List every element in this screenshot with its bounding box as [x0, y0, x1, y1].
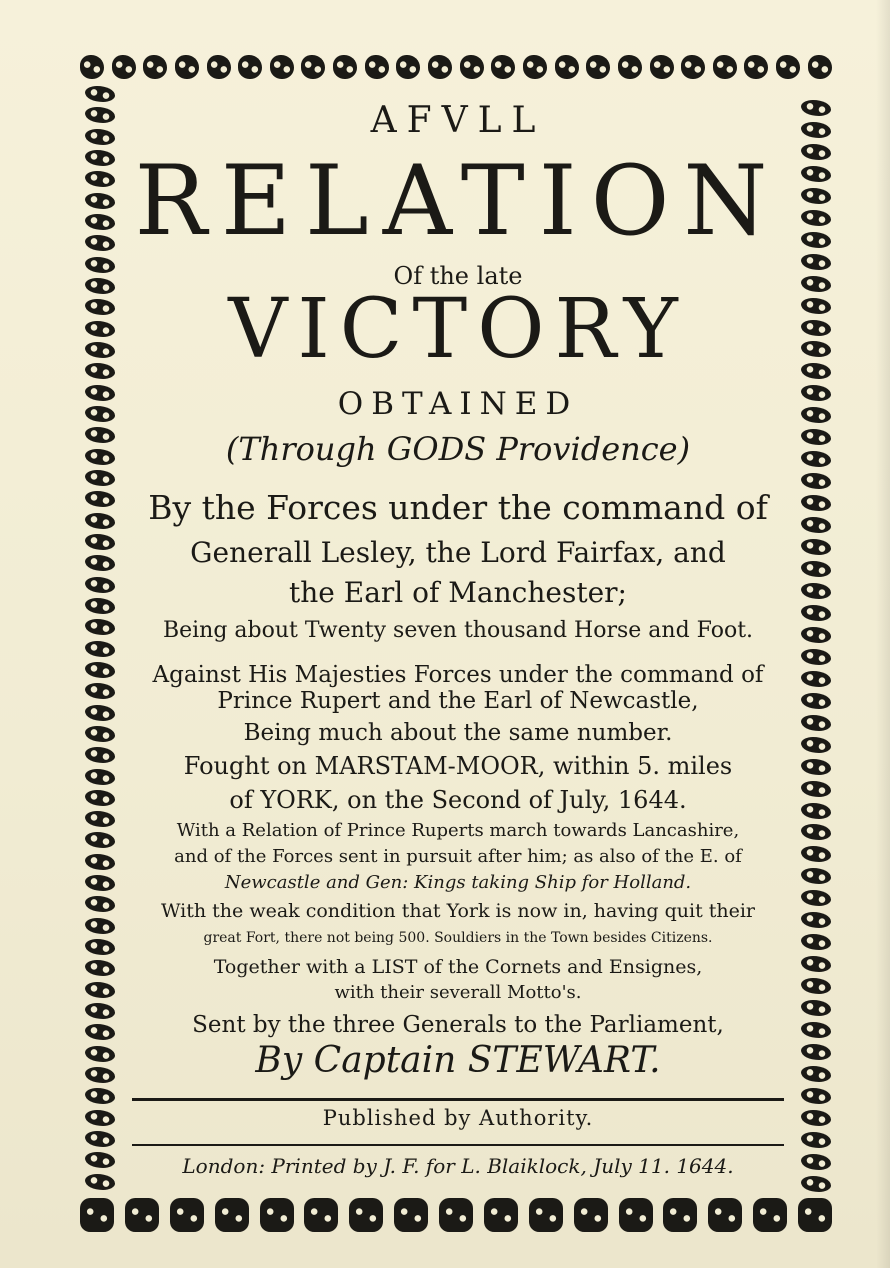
fleuron-icon [85, 641, 115, 657]
fleuron-icon [801, 122, 831, 138]
fleuron-icon [85, 598, 115, 614]
fleuron-icon [85, 86, 115, 102]
fleuron-icon [85, 1131, 115, 1147]
fleuron-icon [85, 555, 115, 571]
fleuron-icon [333, 55, 357, 79]
fleuron-icon [801, 1176, 831, 1192]
title-line-victory: VICTORY [228, 282, 688, 377]
fleuron-icon [801, 803, 831, 819]
title-line-of-the-late: Of the late [393, 262, 523, 290]
fleuron-icon [801, 934, 831, 950]
fleuron-icon [801, 1022, 831, 1038]
fleuron-icon [85, 427, 115, 443]
title-line-providence: (Through GODS Providence) [225, 430, 691, 468]
fleuron-icon [753, 1198, 787, 1232]
fleuron-icon [801, 912, 831, 928]
fleuron-icon [801, 429, 831, 445]
fleuron-icon [80, 55, 104, 79]
fleuron-icon [650, 55, 674, 79]
fleuron-icon [85, 896, 115, 912]
fleuron-icon [85, 363, 115, 379]
fleuron-icon [85, 619, 115, 635]
fleuron-icon [85, 257, 115, 273]
fleuron-icon [80, 1198, 114, 1232]
fleuron-icon [85, 385, 115, 401]
fleuron-icon [529, 1198, 563, 1232]
fleuron-icon [175, 55, 199, 79]
page-edge-shadow [876, 0, 890, 1268]
fleuron-icon [85, 107, 115, 123]
fleuron-icon [85, 214, 115, 230]
fleuron-icon [801, 539, 831, 555]
fleuron-icon [801, 254, 831, 270]
fleuron-icon [801, 341, 831, 357]
fleuron-icon [85, 747, 115, 763]
fleuron-icon [85, 662, 115, 678]
fleuron-icon [85, 854, 115, 870]
fleuron-icon [801, 1066, 831, 1082]
fleuron-icon [143, 55, 167, 79]
text-line-weak-condition: With the weak condition that York is now in, having quit their [160, 900, 756, 922]
fleuron-icon [801, 846, 831, 862]
fleuron-icon [801, 298, 831, 314]
fleuron-icon [801, 517, 831, 533]
text-line-prince-rupert: Prince Rupert and the Earl of Newcastle, [217, 688, 699, 714]
fleuron-icon [619, 1198, 653, 1232]
title-line-relation: RELATION [134, 145, 782, 257]
fleuron-icon [801, 188, 831, 204]
text-line-captain: By Captain STEWART. [255, 1040, 661, 1081]
text-line-manchester: the Earl of Manchester; [289, 576, 627, 609]
fleuron-icon [85, 470, 115, 486]
bottom-rule [132, 1144, 784, 1146]
fleuron-icon [801, 144, 831, 160]
fleuron-icon [808, 55, 832, 79]
fleuron-icon [349, 1198, 383, 1232]
fleuron-icon [801, 715, 831, 731]
text-line-great-fort: great Fort, there not being 500. Souldiers in the Town besides Citizens. [203, 930, 713, 946]
fleuron-icon [801, 495, 831, 511]
top-rule [132, 1098, 784, 1101]
fleuron-icon [523, 55, 547, 79]
fleuron-icon [85, 705, 115, 721]
fleuron-icon [801, 1110, 831, 1126]
imprint-line: London: Printed by J. F. for L. Blaiklock, July 11. 1644. [182, 1154, 734, 1178]
text-line-pursuit: and of the Forces sent in pursuit after him; as also of the E. of [174, 846, 742, 867]
fleuron-icon [801, 232, 831, 248]
fleuron-icon [85, 1088, 115, 1104]
fleuron-icon [85, 235, 115, 251]
fleuron-icon [681, 55, 705, 79]
fleuron-icon [801, 605, 831, 621]
text-line-relation-march: With a Relation of Prince Ruperts march towards Lancashire, [176, 820, 740, 841]
text-line-mottos: with their severall Motto's. [334, 982, 582, 1003]
fleuron-icon [801, 671, 831, 687]
fleuron-icon [801, 649, 831, 665]
fleuron-icon [801, 210, 831, 226]
fleuron-icon [484, 1198, 518, 1232]
fleuron-icon [439, 1198, 473, 1232]
fleuron-icon [85, 1174, 115, 1190]
fleuron-icon [85, 150, 115, 166]
fleuron-icon [270, 55, 294, 79]
fleuron-icon [260, 1198, 294, 1232]
fleuron-icon [85, 513, 115, 529]
fleuron-icon [801, 759, 831, 775]
text-line-sent-by: Sent by the three Generals to the Parliament, [192, 1012, 724, 1038]
fleuron-icon [85, 342, 115, 358]
fleuron-icon [207, 55, 231, 79]
fleuron-icon [85, 832, 115, 848]
fleuron-icon [85, 491, 115, 507]
fleuron-icon [394, 1198, 428, 1232]
fleuron-icon [85, 875, 115, 891]
fleuron-icon [85, 278, 115, 294]
fleuron-icon [85, 726, 115, 742]
fleuron-icon [491, 55, 515, 79]
fleuron-icon [801, 824, 831, 840]
fleuron-icon [801, 1088, 831, 1104]
fleuron-icon [85, 321, 115, 337]
fleuron-icon [85, 683, 115, 699]
fleuron-icon [85, 577, 115, 593]
fleuron-icon [801, 868, 831, 884]
fleuron-icon [744, 55, 768, 79]
fleuron-icon [460, 55, 484, 79]
fleuron-icon [85, 1003, 115, 1019]
fleuron-icon [801, 583, 831, 599]
fleuron-icon [85, 1046, 115, 1062]
text-line-forces-command: By the Forces under the command of [148, 488, 768, 527]
fleuron-icon [801, 781, 831, 797]
fleuron-icon [125, 1198, 159, 1232]
fleuron-icon [801, 956, 831, 972]
title-line-afull: AFVLL [370, 100, 546, 141]
text-line-marstam-moor: Fought on MARSTAM-MOOR, within 5. miles [183, 752, 733, 780]
fleuron-icon [801, 978, 831, 994]
bottom-ornamental-border [80, 1192, 832, 1238]
fleuron-icon [85, 534, 115, 550]
fleuron-icon [215, 1198, 249, 1232]
fleuron-icon [85, 171, 115, 187]
text-line-holland: Newcastle and Gen: Kings taking Ship for Holland. [224, 872, 692, 893]
fleuron-icon [428, 55, 452, 79]
text-line-generals: Generall Lesley, the Lord Fairfax, and [190, 536, 726, 569]
fleuron-icon [586, 55, 610, 79]
text-line-list: Together with a LIST of the Cornets and Ensignes, [213, 956, 703, 978]
top-ornamental-border [80, 50, 832, 84]
fleuron-icon [801, 693, 831, 709]
fleuron-icon [85, 918, 115, 934]
fleuron-icon [85, 1110, 115, 1126]
left-ornamental-border [74, 86, 126, 1190]
fleuron-icon [85, 790, 115, 806]
fleuron-icon [663, 1198, 697, 1232]
fleuron-icon [801, 1154, 831, 1170]
title-text-block [128, 84, 788, 1192]
fleuron-icon [801, 100, 831, 116]
fleuron-icon [85, 1024, 115, 1040]
fleuron-icon [801, 737, 831, 753]
fleuron-icon [798, 1198, 832, 1232]
fleuron-icon [574, 1198, 608, 1232]
text-line-authority: Published by Authority. [322, 1106, 594, 1130]
fleuron-icon [85, 811, 115, 827]
fleuron-icon [801, 561, 831, 577]
fleuron-icon [618, 55, 642, 79]
fleuron-icon [801, 320, 831, 336]
fleuron-icon [801, 1044, 831, 1060]
text-line-same-number: Being much about the same number. [243, 720, 673, 746]
fleuron-icon [801, 890, 831, 906]
fleuron-icon [801, 166, 831, 182]
fleuron-icon [85, 299, 115, 315]
fleuron-icon [801, 1000, 831, 1016]
fleuron-icon [708, 1198, 742, 1232]
fleuron-icon [365, 55, 389, 79]
fleuron-icon [85, 1067, 115, 1083]
fleuron-icon [776, 55, 800, 79]
fleuron-icon [238, 55, 262, 79]
fleuron-icon [304, 1198, 338, 1232]
fleuron-icon [85, 960, 115, 976]
fleuron-icon [801, 363, 831, 379]
fleuron-icon [555, 55, 579, 79]
fleuron-icon [85, 129, 115, 145]
fleuron-icon [801, 385, 831, 401]
fleuron-icon [301, 55, 325, 79]
fleuron-icon [85, 1152, 115, 1168]
fleuron-icon [801, 276, 831, 292]
fleuron-icon [170, 1198, 204, 1232]
fleuron-icon [801, 627, 831, 643]
text-line-army-size: Being about Twenty seven thousand Horse and Foot. [162, 618, 754, 643]
fleuron-icon [85, 193, 115, 209]
fleuron-icon [85, 406, 115, 422]
fleuron-icon [801, 473, 831, 489]
fleuron-icon [85, 769, 115, 785]
fleuron-icon [85, 449, 115, 465]
right-ornamental-border [790, 100, 842, 1192]
fleuron-icon [85, 982, 115, 998]
fleuron-icon [396, 55, 420, 79]
text-line-date: of YORK, on the Second of July, 1644. [229, 786, 687, 814]
fleuron-icon [85, 939, 115, 955]
fleuron-icon [801, 451, 831, 467]
title-line-obtained: OBTAINED [337, 386, 579, 422]
fleuron-icon [713, 55, 737, 79]
fleuron-icon [112, 55, 136, 79]
fleuron-icon [801, 1132, 831, 1148]
text-line-against: Against His Majesties Forces under the command of [152, 662, 764, 688]
fleuron-icon [801, 407, 831, 423]
